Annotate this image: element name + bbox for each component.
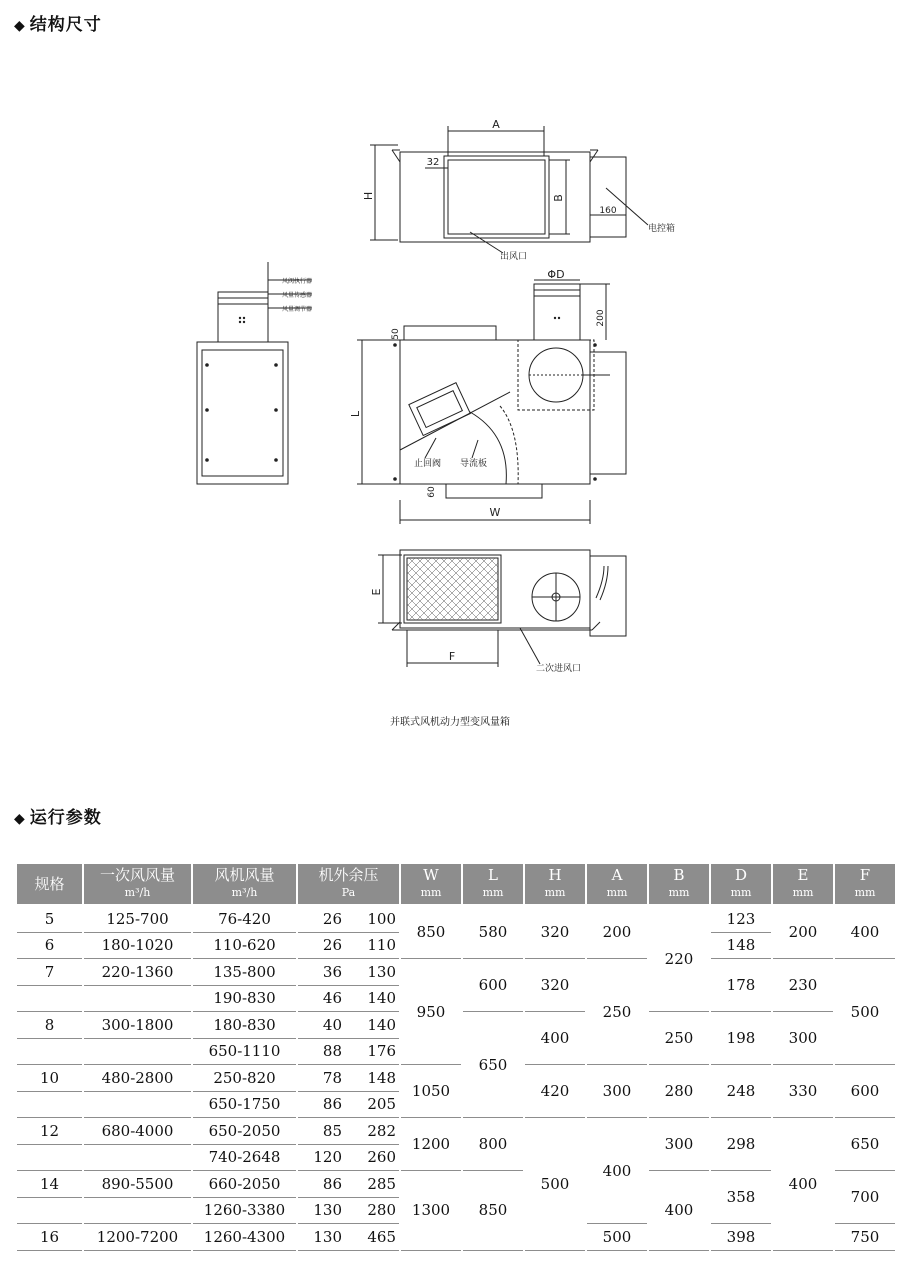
cell-primary: 220-1360 — [84, 959, 191, 986]
cell-a: 500 — [587, 1224, 647, 1251]
dim-h-label: H — [362, 191, 375, 201]
table-header-row — [17, 864, 895, 906]
cell-primary — [84, 1039, 191, 1066]
cell-l: 650 — [463, 1012, 523, 1118]
cell-h: 400 — [525, 1012, 585, 1065]
cell-d: 123 — [711, 906, 771, 933]
cell-a: 250 — [587, 959, 647, 1065]
cell-pressure: 40 140 — [298, 1012, 399, 1039]
cell-primary: 180-1020 — [84, 933, 191, 960]
cell-pressure: 86 285 — [298, 1171, 399, 1198]
cell-h: 500 — [525, 1118, 585, 1251]
cell-b: 280 — [649, 1065, 709, 1118]
cell-h: 320 — [525, 959, 585, 1012]
cell-d: 178 — [711, 959, 771, 1012]
cell-f: 650 — [835, 1118, 895, 1171]
front-view-screws — [393, 317, 597, 481]
cell-fan: 1260-4300 — [193, 1224, 296, 1251]
dim-a-label: A — [492, 118, 500, 131]
cell-w: 1300 — [401, 1171, 461, 1251]
cell-pressure: 78 148 — [298, 1065, 399, 1092]
params-section-title — [14, 803, 102, 828]
cell-fan: 740-2648 — [193, 1145, 296, 1172]
cell-spec — [17, 1039, 82, 1066]
table-row — [17, 1065, 895, 1092]
table-row — [17, 1171, 895, 1198]
cell-primary: 480-2800 — [84, 1065, 191, 1092]
table-row — [17, 959, 895, 986]
cell-spec — [17, 986, 82, 1013]
dim-w-label: W — [489, 506, 501, 519]
cell-e: 200 — [773, 906, 833, 959]
cell-fan: 650-1110 — [193, 1039, 296, 1066]
cell-primary: 680-4000 — [84, 1118, 191, 1145]
dim-l-label: L — [349, 410, 362, 418]
cell-fan: 250-820 — [193, 1065, 296, 1092]
cell-spec — [17, 1145, 82, 1172]
cell-spec: 5 — [17, 906, 82, 933]
side-tag-2: 风量传感器 — [282, 292, 313, 299]
side-tag-1: 风阀执行器 — [282, 278, 313, 285]
diamond-bullet-icon: ◆ — [14, 18, 26, 34]
cell-spec: 7 — [17, 959, 82, 986]
cell-spec: 8 — [17, 1012, 82, 1039]
header-static-pressure: 机外余压 Pa — [298, 864, 399, 906]
cell-e: 400 — [773, 1118, 833, 1251]
cell-fan: 180-830 — [193, 1012, 296, 1039]
cell-l: 600 — [463, 959, 523, 1012]
guide-plate-label: 导流板 — [460, 459, 488, 469]
header-f: F mm — [835, 864, 895, 906]
cell-l: 850 — [463, 1171, 523, 1251]
dim-60-label: 60 — [427, 486, 437, 498]
cell-primary — [84, 1092, 191, 1119]
header-d: D mm — [711, 864, 771, 906]
header-primary-air: 一次风风量 m³/h — [84, 864, 191, 906]
cell-d: 298 — [711, 1118, 771, 1171]
cell-d: 398 — [711, 1224, 771, 1251]
header-b: B mm — [649, 864, 709, 906]
diamond-bullet-icon: ◆ — [14, 811, 26, 827]
cell-f: 500 — [835, 959, 895, 1065]
header-e: E mm — [773, 864, 833, 906]
structure-title-text: 结构尺寸 — [29, 15, 102, 35]
cell-a: 300 — [587, 1065, 647, 1118]
cell-pressure: 85 282 — [298, 1118, 399, 1145]
dim-160-label: 160 — [599, 206, 617, 216]
side-tag-3: 风量调节器 — [282, 306, 313, 313]
header-w: W mm — [401, 864, 461, 906]
cell-spec: 10 — [17, 1065, 82, 1092]
cell-pressure: 26 110 — [298, 933, 399, 960]
cell-pressure: 130 465 — [298, 1224, 399, 1251]
cell-primary: 1200-7200 — [84, 1224, 191, 1251]
table-row — [17, 1118, 895, 1145]
cell-fan: 650-2050 — [193, 1118, 296, 1145]
drawing-caption: 并联式风机动力型变风量箱 — [390, 717, 510, 728]
cell-b: 400 — [649, 1171, 709, 1251]
dim-200-label: 200 — [596, 309, 606, 327]
cell-e: 330 — [773, 1065, 833, 1118]
cell-spec: 6 — [17, 933, 82, 960]
outlet-label: 出风口 — [500, 252, 528, 262]
cell-spec — [17, 1198, 82, 1225]
cell-primary: 890-5500 — [84, 1171, 191, 1198]
cell-w: 1200 — [401, 1118, 461, 1171]
dim-e-label: E — [370, 588, 383, 596]
cell-fan: 660-2050 — [193, 1171, 296, 1198]
cell-fan: 110-620 — [193, 933, 296, 960]
header-fan-air: 风机风量 m³/h — [193, 864, 296, 906]
cell-pressure: 36 130 — [298, 959, 399, 986]
header-a: A mm — [587, 864, 647, 906]
side-view-screws — [205, 317, 278, 462]
cell-l: 800 — [463, 1118, 523, 1171]
cell-f: 750 — [835, 1224, 895, 1251]
cell-primary — [84, 986, 191, 1013]
cell-a: 200 — [587, 906, 647, 959]
cell-f: 700 — [835, 1171, 895, 1224]
header-h: H mm — [525, 864, 585, 906]
header-l: L mm — [463, 864, 523, 906]
cell-pressure: 26 100 — [298, 906, 399, 933]
cell-l: 580 — [463, 906, 523, 959]
table-row — [17, 906, 895, 933]
check-valve-label: 止回阀 — [414, 459, 442, 469]
cell-h: 420 — [525, 1065, 585, 1118]
cell-f: 400 — [835, 906, 895, 959]
cell-primary — [84, 1145, 191, 1172]
cell-primary — [84, 1198, 191, 1225]
cell-d: 358 — [711, 1171, 771, 1224]
cell-primary: 300-1800 — [84, 1012, 191, 1039]
parameters-table — [15, 864, 897, 1251]
cell-spec: 12 — [17, 1118, 82, 1145]
cell-d: 148 — [711, 933, 771, 960]
cell-h: 320 — [525, 906, 585, 959]
bottom-view — [378, 550, 626, 667]
cell-fan: 650-1750 — [193, 1092, 296, 1119]
cell-primary: 125-700 — [84, 906, 191, 933]
dim-d-label: ΦD — [547, 268, 565, 281]
cell-e: 300 — [773, 1012, 833, 1065]
dim-b-label: B — [552, 194, 565, 202]
cell-f: 600 — [835, 1065, 895, 1118]
params-title-text: 运行参数 — [29, 808, 102, 828]
cell-w: 950 — [401, 959, 461, 1065]
cell-pressure: 46 140 — [298, 986, 399, 1013]
secondary-inlet-label: 二次进风口 — [536, 664, 582, 674]
cell-spec: 14 — [17, 1171, 82, 1198]
cell-pressure: 120 260 — [298, 1145, 399, 1172]
header-spec: 规格 — [17, 864, 82, 906]
front-view — [357, 280, 626, 524]
cell-fan: 135-800 — [193, 959, 296, 986]
dim-50-label: 50 — [391, 328, 401, 340]
dim-f-label: F — [448, 650, 456, 663]
dim-32-label: 32 — [426, 157, 440, 168]
bottom-view-mesh — [407, 558, 498, 620]
cell-w: 1050 — [401, 1065, 461, 1118]
cell-e: 230 — [773, 959, 833, 1012]
cell-pressure: 88 176 — [298, 1039, 399, 1066]
cell-spec — [17, 1092, 82, 1119]
cell-a: 400 — [587, 1118, 647, 1224]
cell-d: 198 — [711, 1012, 771, 1065]
cell-spec: 16 — [17, 1224, 82, 1251]
cell-w: 850 — [401, 906, 461, 959]
top-view — [370, 126, 648, 253]
cell-b: 220 — [649, 906, 709, 1012]
cell-b: 300 — [649, 1118, 709, 1171]
control-box-label: 电控箱 — [648, 224, 676, 234]
cell-fan: 76-420 — [193, 906, 296, 933]
cell-fan: 190-830 — [193, 986, 296, 1013]
cell-pressure: 86 205 — [298, 1092, 399, 1119]
cell-pressure: 130 280 — [298, 1198, 399, 1225]
cell-fan: 1260-3380 — [193, 1198, 296, 1225]
cell-b: 250 — [649, 1012, 709, 1065]
cell-d: 248 — [711, 1065, 771, 1118]
